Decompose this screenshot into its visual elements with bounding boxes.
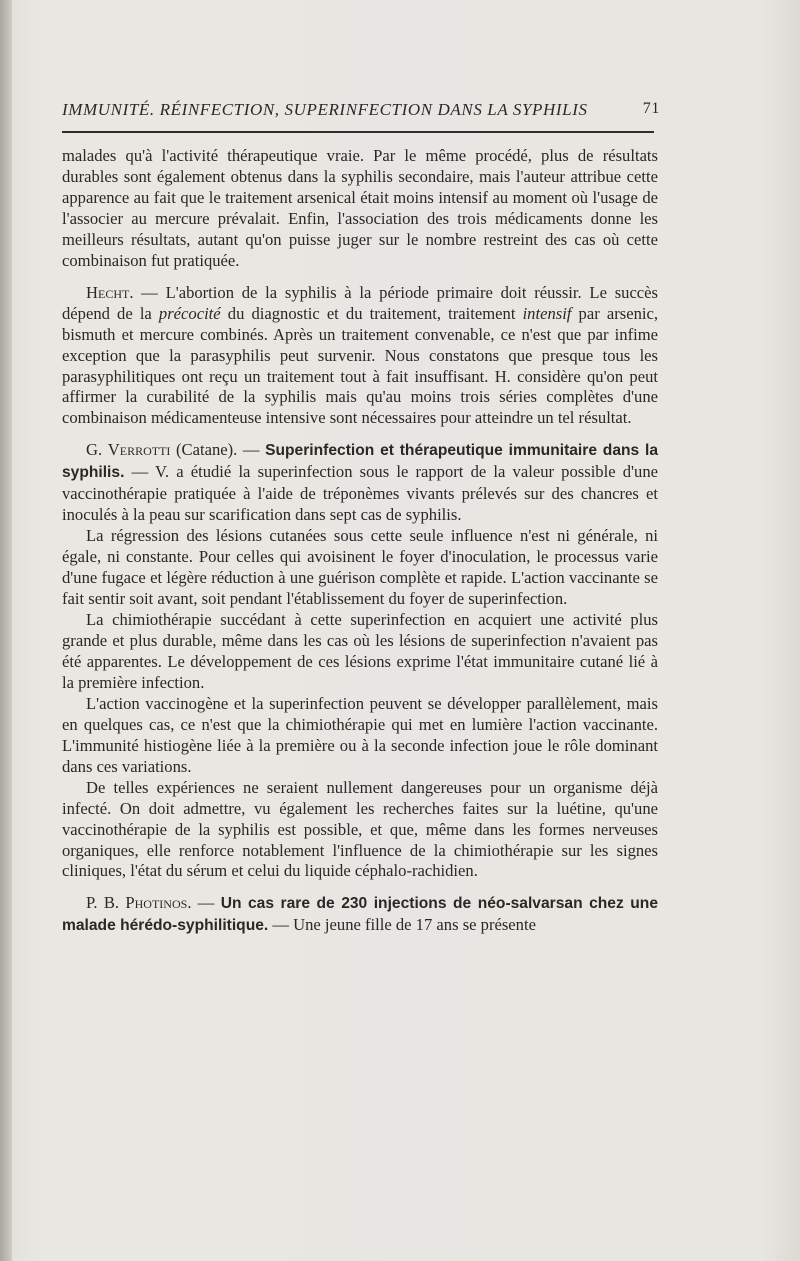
emphasis-text: précocité — [158, 303, 221, 323]
running-header — [62, 100, 660, 120]
header-rule — [62, 131, 654, 133]
running-title: IMMUNITÉ. RÉINFECTION, SUPERINFECTION DANS LA SYPHILIS — [62, 100, 588, 119]
author-initial: G. — [86, 440, 108, 460]
author-name: Verrotti — [107, 440, 171, 460]
body-text — [62, 146, 658, 937]
article-title: Un cas rare de 230 injections de néo-salvarsan chez une malade hérédo-syphilitique. — [62, 895, 658, 935]
paragraph-regression: La régression des lésions cutanées sous cette seule influence n'est ni générale, ni égale, ni constante. Pour celles qui avoisinent le foyer d'inoculation, le processus varie d'une fugace et légère réduction à une guérison complète et rapide. L'action vaccinante se fait sentir soit avant, soit pendant l'établissement du foyer de superinfection. — [62, 526, 658, 609]
entry-photinos — [62, 893, 658, 937]
entry-text: — V. a étudié la superinfection sous le rapport de la valeur possible d'une vaccinothérapie pratiquée à l'aide de tréponèmes vivants prélevés sur des chancres et inoculés à la peau sur scarification dans sept cas de syphilis. — [62, 462, 658, 525]
emphasis-text: intensif — [522, 303, 572, 323]
entry-hecht — [62, 283, 658, 430]
entry-text: du diagnostic et du traitement, traitement — [220, 303, 523, 323]
entry-text: par arsenic, bismuth et mercure combinés. Après un traitement convenable, ce n'est que par infime exception que la parasyphilis peut survenir. Nous constatons que presque tous les parasyphilitiques ont reçu un traitement tout à fait insuffisant. H. considère qu'on peut affirmer la curabilité de la syphilis mais qu'au moins trois séries complètes d'une combinaison médicamenteuse intensive sont nécessaires pour atteindre un tel résultat. — [62, 303, 658, 428]
author-place: (Catane). — — [170, 440, 266, 460]
entry-text: . — — [187, 893, 221, 913]
author-name: Photinos — [125, 893, 188, 913]
paragraph-vaccinogene: L'action vaccinogène et la superinfection peuvent se développer parallèlement, mais en quelques cas, ce n'est que la chimiothérapie qui met en lumière l'action vaccinante. L'immunité histiogène liée à la première ou à la seconde infection joue le rôle dominant dans ces variations. — [62, 693, 658, 776]
paragraph-chimiotherapie: La chimiothérapie succédant à cette superinfection en acquiert une activité plus grande et plus durable, même dans les cas où les lésions de superinfection n'avaient pas été apparentes. Le développement de ces lésions exprime l'état immunitaire cutané lié à la première infection. — [62, 610, 658, 692]
paragraph-continuation: malades qu'à l'activité thérapeutique vraie. Par le même procédé, plus de résultats durables sont également obtenus dans la syphilis secondaire, mais l'auteur attribue cette apparence au fait que le traitement arsenical était moins intensif au moment où l'usage de l'associer au mercure prévalait. Enfin, l'association des trois médicaments donne les meilleurs résultats, autant qu'on puisse juger sur le nombre restreint des cas où cette combinaison fut pratiquée. — [62, 146, 658, 270]
page-number: 71 — [642, 100, 660, 117]
entry-verrotti — [62, 440, 658, 526]
entry-text: — Une jeune fille de 17 ans se présente — [268, 915, 536, 935]
author-name: Hecht. — [86, 282, 134, 302]
entry-text: — L'abortion de la syphilis à la période primaire doit réussir. Le succès dépend de la — [62, 282, 658, 323]
article-title: Superinfection et thérapeutique immunitaire dans la syphilis. — [62, 442, 658, 482]
paragraph-experiences: De telles expériences ne seraient nullement dangereuses pour un organisme déjà infecté. On doit admettre, vu également les recherches faites sur la luétine, qu'une vaccinothérapie de la syphilis est possible, et que, même dans les formes nerveuses organiques, elle renforce notablement l'influence de la chimiothérapie sur les signes cliniques, l'état du sérum et celui du liquide céphalo-rachidien. — [62, 777, 658, 881]
book-spine-shadow — [0, 0, 12, 1261]
author-initial: P. B. — [86, 893, 126, 913]
